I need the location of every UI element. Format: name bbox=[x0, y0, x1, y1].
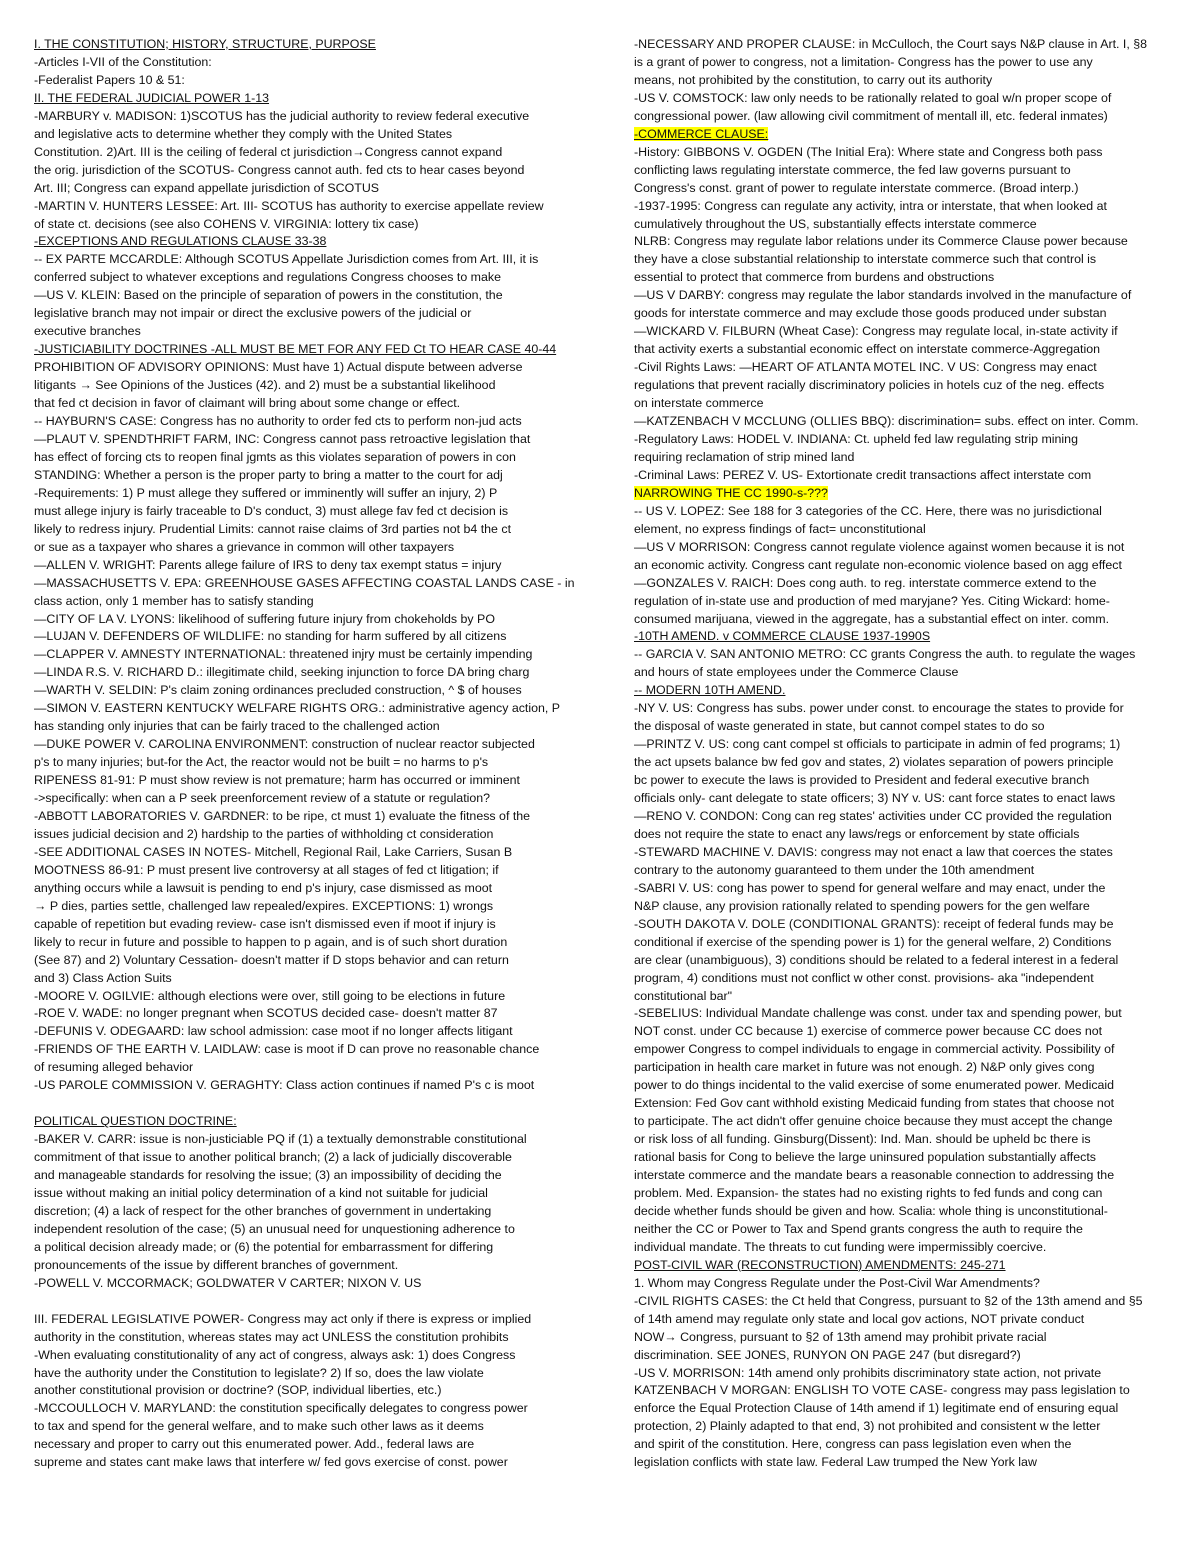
text-line: commitment of that issue to another political branch; (2) a lack of judicially discoverable bbox=[34, 1150, 512, 1165]
text-line: anything occurs while a lawsuit is pending to end p's injury, case dismissed as moot bbox=[34, 880, 493, 895]
text-line: cumulatively throughout the US, substantially effects interstate commerce bbox=[634, 216, 1037, 231]
text-line: participation in health care market in future was not enough. 2) N&P only gives cong bbox=[634, 1060, 1095, 1075]
text-line: does not require the state to enact any laws/regs or enforcement by state officials bbox=[634, 826, 1080, 841]
text-line: that activity exerts a substantial economic effect on interstate commerce-Aggregation bbox=[634, 342, 1101, 357]
text-line: PROHIBITION OF ADVISORY OPINIONS: Must have 1) Actual dispute between adverse bbox=[34, 360, 523, 375]
text-line: p's to many injuries; but-for the Act, the reactor would not be built = no harms to p's bbox=[34, 755, 489, 770]
text-line: protection, 2) Plainly adapted to that end, 3) not prohibited and consistent w the letter bbox=[634, 1419, 1101, 1434]
text-line: -JUSTICIABILITY DOCTRINES -ALL MUST BE MET FOR ANY FED Ct TO HEAR CASE 40-44 bbox=[34, 342, 557, 357]
text-line: legislation conflicts with state law. Federal Law trumped the New York law bbox=[634, 1455, 1037, 1470]
text-line: supreme and states cant make laws that interfere w/ fed govs exercise of const. power bbox=[34, 1455, 508, 1470]
text-line: —CLAPPER V. AMNESTY INTERNATIONAL: threatened injry must be certainly impending bbox=[34, 647, 533, 662]
text-line: I. THE CONSTITUTION; HISTORY, STRUCTURE, PURPOSE bbox=[34, 37, 376, 51]
text-line: bc power to execute the laws is provided to President and federal executive branch bbox=[634, 773, 1090, 788]
text-line: —WICKARD V. FILBURN (Wheat Case): Congress may regulate local, in-state activity if bbox=[634, 324, 1118, 339]
right-column bbox=[634, 36, 1166, 1472]
text-line: II. THE FEDERAL JUDICIAL POWER 1-13 bbox=[34, 90, 270, 105]
text-line: —PRINTZ V. US: cong cant compel st officials to participate in admin of fed programs; 1) bbox=[634, 737, 1121, 752]
text-line: -Civil Rights Laws: —HEART OF ATLANTA MOTEL INC. V US: Congress may enact bbox=[634, 360, 1097, 375]
text-line: is a grant of power to congress, not a limitation- Congress has the power to use any bbox=[634, 54, 1093, 69]
text-line: interstate commerce and the mandate bears a reasonable connection to addressing the bbox=[634, 1168, 1115, 1183]
text-line: Constitution. 2)Art. III is the ceiling of federal ct jurisdiction→Congress cannot expand bbox=[34, 144, 503, 159]
text-line: NARROWING THE CC 1990-s-??? bbox=[634, 485, 828, 500]
text-line: -Requirements: 1) P must allege they suffered or imminently will suffer an injury, 2) P bbox=[34, 485, 498, 500]
text-line: are clear (unambiguous), 3) conditions should be related to a federal interest in a federal bbox=[634, 952, 1119, 967]
text-line: ->specifically: when can a P seek preenforcement review of a statute or regulation? bbox=[34, 791, 491, 806]
text-line bbox=[34, 1293, 574, 1311]
text-line: Congress's const. grant of power to regulate interstate commerce. (Broad interp.) bbox=[634, 180, 1079, 195]
text-line: —SIMON V. EASTERN KENTUCKY WELFARE RIGHTS ORG.: administrative agency action, P bbox=[34, 701, 561, 716]
text-line: NOW→ Congress, pursuant to §2 of 13th amend may prohibit private racial bbox=[634, 1329, 1047, 1344]
text-line: -EXCEPTIONS AND REGULATIONS CLAUSE 33-38 bbox=[34, 234, 327, 249]
text-line: and hours of state employees under the Commerce Clause bbox=[634, 665, 959, 680]
text-line: essential to protect that commerce from burdens and obstructions bbox=[634, 270, 995, 285]
text-line: consumed marijuana, viewed in the aggregate, has a substantial effect on inter. comm. bbox=[634, 611, 1110, 626]
text-line: regulation of in-state use and production of med maryjane? Yes. Citing Wickard: home- bbox=[634, 593, 1110, 608]
text-line: have the authority under the Constitution to legislate? 2) If so, does the law violate bbox=[34, 1365, 484, 1380]
text-line: -When evaluating constitutionality of any act of congress, always ask: 1) does Congress bbox=[34, 1347, 516, 1362]
text-line: Extension: Fed Gov cant withhold existing Medicaid funding from states that choose not bbox=[634, 1096, 1115, 1111]
text-line: -1937-1995: Congress can regulate any activity, intra or interstate, that when looked at bbox=[634, 198, 1107, 213]
text-line: of state ct. decisions (see also COHENS V. VIRGINIA: lottery tix case) bbox=[34, 216, 419, 231]
text-line: -FRIENDS OF THE EARTH V. LAIDLAW: case is moot if D can prove no reasonable chance bbox=[34, 1042, 540, 1057]
text-line: —CITY OF LA V. LYONS: likelihood of suffering future injury from chokeholds by PO bbox=[34, 611, 495, 626]
text-line: MOOTNESS 86-91: P must present live controversy at all stages of fed ct litigation; if bbox=[34, 862, 499, 877]
text-line: to tax and spend for the general welfare, and to make such other laws as it deems bbox=[34, 1419, 484, 1434]
text-line: constitutional bar" bbox=[634, 988, 733, 1003]
text-line: likely to recur in future and possible to happen to p again, and is of such short duration bbox=[34, 934, 508, 949]
text-line: of 14th amend may regulate only state and local gov actions, NOT private conduct bbox=[634, 1311, 1085, 1326]
text-line bbox=[34, 1095, 574, 1113]
text-line: issue without making an initial policy determination of a kind not suitable for judicial bbox=[34, 1185, 488, 1200]
text-line: empower Congress to compel individuals to engage in commercial activity. Possibility of bbox=[634, 1042, 1115, 1057]
text-line: contrary to the autonomy guaranteed to them under the 10th amendment bbox=[634, 862, 1035, 877]
text-line: -NY V. US: Congress has subs. power under const. to encourage the states to provide for bbox=[634, 701, 1124, 716]
text-line: individual mandate. The threats to cut funding were impermissibly coercive. bbox=[634, 1239, 1047, 1254]
text-line: requiring reclamation of strip mined land bbox=[634, 449, 855, 464]
text-line: -ROE V. WADE: no longer pregnant when SCOTUS decided case- doesn't matter 87 bbox=[34, 1006, 498, 1021]
text-line: -US V. MORRISON: 14th amend only prohibits discriminatory state action, not private bbox=[634, 1365, 1102, 1380]
text-line: -Criminal Laws: PEREZ V. US- Extortionate credit transactions affect interstate com bbox=[634, 467, 1092, 482]
text-line: -MARBURY v. MADISON: 1)SCOTUS has the judicial authority to review federal executive bbox=[34, 108, 530, 123]
text-line: -US V. COMSTOCK: law only needs to be rationally related to goal w/n proper scope of bbox=[634, 90, 1112, 105]
text-line: -SEBELIUS: Individual Mandate challenge was const. under tax and spending power, but bbox=[634, 1006, 1122, 1021]
text-line: RIPENESS 81-91: P must show review is not premature; harm has occurred or imminent bbox=[34, 773, 520, 788]
text-line: element, no express findings of fact= unconstitutional bbox=[634, 521, 926, 536]
text-line: enforce the Equal Protection Clause of 14th amend if 1) legitimate end of ensuring equal bbox=[634, 1401, 1119, 1416]
text-line: (See 87) and 2) Voluntary Cessation- doesn't matter if D stops behavior and can return bbox=[34, 952, 509, 967]
text-line: —US V DARBY: congress may regulate the labor standards involved in the manufacture of bbox=[634, 288, 1132, 303]
text-line: -History: GIBBONS V. OGDEN (The Initial Era): Where state and Congress both pass bbox=[634, 144, 1103, 159]
text-line: III. FEDERAL LEGISLATIVE POWER- Congress may act only if there is express or implied bbox=[34, 1311, 532, 1326]
text-line: litigants → See Opinions of the Justices (42). and 2) must be a substantial likelihood bbox=[34, 378, 496, 393]
text-line: discretion; (4) a lack of respect for the other branches of government in undertaking bbox=[34, 1203, 492, 1218]
text-line: has effect of forcing cts to reopen final jgmts as this violates separation of powers in con bbox=[34, 449, 516, 464]
text-line: -DEFUNIS V. ODEGAARD: law school admission: case moot if no longer affects litigant bbox=[34, 1024, 513, 1039]
text-line: —GONZALES V. RAICH: Does cong auth. to reg. interstate commerce extend to the bbox=[634, 575, 1097, 590]
text-line: or risk loss of all funding. Ginsburg(Dissent): Ind. Man. should be upheld bc there is bbox=[634, 1132, 1091, 1147]
text-line: an economic activity. Congress cant regulate non-economic violence based on agg effect bbox=[634, 557, 1122, 572]
text-line: or sue as a taxpayer who shares a grievance in common will other taxpayers bbox=[34, 539, 455, 554]
text-line: STANDING: Whether a person is the proper party to bring a matter to the court for adj bbox=[34, 467, 503, 482]
text-line: and spirit of the constitution. Here, congress can pass legislation even when the bbox=[634, 1437, 1072, 1452]
text-line: regulations that prevent racially discriminatory policies in hotels cuz of the neg. effects bbox=[634, 378, 1105, 393]
text-line: and legislative acts to determine whether they comply with the United States bbox=[34, 126, 453, 141]
text-line: -BAKER V. CARR: issue is non-justiciable PQ if (1) a textually demonstrable constitutional bbox=[34, 1132, 527, 1147]
text-line: legislative branch may not impair or direct the exclusive powers of the judicial or bbox=[34, 306, 472, 321]
text-line: decide whether funds should be given and how. Scalia: whole thing is unconstitutional- bbox=[634, 1203, 1108, 1218]
text-line: goods for interstate commerce and may exclude those goods produced under substan bbox=[634, 306, 1107, 321]
text-line: -ABBOTT LABORATORIES V. GARDNER: to be ripe, ct must 1) evaluate the fitness of the bbox=[34, 808, 531, 823]
text-line: -POWELL V. MCCORMACK; GOLDWATER V CARTER; NIXON V. US bbox=[34, 1275, 422, 1290]
text-line: —US V. KLEIN: Based on the principle of separation of powers in the constitution, the bbox=[34, 288, 503, 303]
text-line: -SEE ADDITIONAL CASES IN NOTES- Mitchell, Regional Rail, Lake Carriers, Susan B bbox=[34, 844, 513, 859]
text-line: officials only- cant delegate to state officers; 3) NY v. US: cant force states to enact laws bbox=[634, 791, 1116, 806]
text-line: —US V MORRISON: Congress cannot regulate violence against women because it is not bbox=[634, 539, 1125, 554]
text-line: -- MODERN 10TH AMEND. bbox=[634, 683, 786, 698]
text-line: independent resolution of the case; (5) an unusual need for unquestioning adherence to bbox=[34, 1221, 515, 1236]
text-line: -US PAROLE COMMISSION V. GERAGHTY: Class action continues if named P's c is moot bbox=[34, 1078, 535, 1093]
text-line: authority in the constitution, whereas states may act UNLESS the constitution prohibits bbox=[34, 1329, 509, 1344]
text-line: -- GARCIA V. SAN ANTONIO METRO: CC grants Congress the auth. to regulate the wages bbox=[634, 647, 1136, 662]
text-line: problem. Med. Expansion- the states had no existing rights to fed funds and cong can bbox=[634, 1186, 1103, 1200]
text-line: rational basis for Cong to believe the large uninsured population substantially affects bbox=[634, 1150, 1096, 1165]
text-line: has standing only injuries that can be fairly traced to the challenged action bbox=[34, 719, 440, 734]
text-line: —ALLEN V. WRIGHT: Parents allege failure of IRS to deny tax exempt status = injury bbox=[34, 557, 502, 572]
text-line: likely to redress injury. Prudential Limits: cannot raise claims of 3rd parties not b4 the ct bbox=[34, 521, 512, 536]
text-line: 1. Whom may Congress Regulate under the Post-Civil War Amendments? bbox=[634, 1275, 1040, 1290]
text-line: -Federalist Papers 10 & 51: bbox=[34, 72, 185, 87]
text-line: another constitutional provision or doctrine? (SOP, individual liberties, etc.) bbox=[34, 1383, 442, 1398]
text-line: -NECESSARY AND PROPER CLAUSE: in McCulloch, the Court says N&P clause in Art. I, §8 bbox=[634, 37, 1148, 51]
text-line: -CIVIL RIGHTS CASES: the Ct held that Congress, pursuant to §2 of the 13th amend and §5 bbox=[634, 1293, 1143, 1308]
text-line: → P dies, parties settle, challenged law repealed/expires. EXCEPTIONS: 1) wrongs bbox=[34, 898, 494, 913]
text-line: discrimination. SEE JONES, RUNYON ON PAGE 247 (but disregard?) bbox=[634, 1347, 1021, 1362]
text-line: of resuming alleged behavior bbox=[34, 1060, 194, 1075]
text-line: -MCCOULLOCH V. MARYLAND: the constitution specifically delegates to congress power bbox=[34, 1401, 528, 1416]
text-line: that fed ct decision in favor of claimant will bring about some change or effect. bbox=[34, 396, 461, 411]
text-line: -- US V. LOPEZ: See 188 for 3 categories of the CC. Here, there was no jurisdictional bbox=[634, 503, 1102, 518]
text-line: NLRB: Congress may regulate labor relations under its Commerce Clause power because bbox=[634, 234, 1128, 249]
text-line: —LINDA R.S. V. RICHARD D.: illegitimate child, seeking injunction to force DA bring charg bbox=[34, 665, 530, 680]
text-line: the orig. jurisdiction of the SCOTUS- Congress cannot auth. fed cts to hear cases beyond bbox=[34, 162, 525, 177]
text-line: —LUJAN V. DEFENDERS OF WILDLIFE: no standing for harm suffered by all citizens bbox=[34, 629, 507, 644]
text-line: -SABRI V. US: cong has power to spend for general welfare and may enact, under the bbox=[634, 880, 1106, 895]
text-line: POLITICAL QUESTION DOCTRINE: bbox=[34, 1114, 237, 1129]
text-line: they have a close substantial relationship to interstate commerce such that control is bbox=[634, 252, 1097, 267]
text-line: and 3) Class Action Suits bbox=[34, 970, 172, 985]
text-line: -- HAYBURN'S CASE: Congress has no authority to order fed cts to perform non-jud acts bbox=[34, 414, 522, 429]
text-line: a political decision already made; or (6) the potential for embarrassment for differing bbox=[34, 1239, 494, 1254]
text-line: -SOUTH DAKOTA V. DOLE (CONDITIONAL GRANTS): receipt of federal funds may be bbox=[634, 916, 1114, 931]
text-line: pronouncements of the issue by different branches of government. bbox=[34, 1257, 399, 1272]
text-line: program, 4) conditions must not conflict w other const. provisions- aka "independent bbox=[634, 970, 1094, 985]
text-line: -Articles I-VII of the Constitution: bbox=[34, 54, 212, 69]
text-line: NOT const. under CC because 1) exercise of commerce power because CC does not bbox=[634, 1024, 1103, 1039]
text-line: and manageable standards for resolving the issue; (3) an impossibility of deciding the bbox=[34, 1168, 502, 1183]
text-line: neither the CC or Power to Tax and Spend grants congress the auth to require the bbox=[634, 1221, 1083, 1236]
text-line: conditional if exercise of the spending power is 1) for the general welfare, 2) Conditions bbox=[634, 934, 1112, 949]
text-line: on interstate commerce bbox=[634, 396, 764, 411]
text-line: the act upsets balance bw fed gov and states, 2) violates separation of powers principle bbox=[634, 755, 1114, 770]
text-line: —RENO V. CONDON: Cong can reg states' activities under CC provided the regulation bbox=[634, 808, 1112, 823]
text-line: POST-CIVIL WAR (RECONSTRUCTION) AMENDMENTS: 245-271 bbox=[634, 1257, 1006, 1272]
text-line: -MOORE V. OGILVIE: although elections were over, still going to be elections in future bbox=[34, 988, 506, 1003]
text-line: Art. III; Congress can expand appellate jurisdiction of SCOTUS bbox=[34, 180, 380, 195]
text-line: -Regulatory Laws: HODEL V. INDIANA: Ct. upheld fed law regulating strip mining bbox=[634, 431, 1078, 446]
text-line: conferred subject to whatever exceptions and regulations Congress chooses to make bbox=[34, 270, 501, 285]
text-line: -COMMERCE CLAUSE: bbox=[634, 126, 769, 141]
text-line: issues judicial decision and 2) hardship to the parties of withholding ct consideration bbox=[34, 826, 494, 841]
text-line: -STEWARD MACHINE V. DAVIS: congress may not enact a law that coerces the states bbox=[634, 844, 1113, 859]
text-line: —MASSACHUSETTS V. EPA: GREENHOUSE GASES AFFECTING COASTAL LANDS CASE - in bbox=[34, 575, 574, 590]
text-line: the disposal of waste generated in state, but cannot compel states to do so bbox=[634, 719, 1045, 734]
text-line: -MARTIN V. HUNTERS LESSEE: Art. III- SCOTUS has authority to exercise appellate review bbox=[34, 198, 544, 213]
text-line: power to do things incidental to the valid exercise of some enumerated power. Medicaid bbox=[634, 1078, 1115, 1093]
text-line: conflicting laws regulating interstate commerce, the fed law governs pursuant to bbox=[634, 162, 1071, 177]
text-line: —DUKE POWER V. CAROLINA ENVIRONMENT: construction of nuclear reactor subjected bbox=[34, 737, 535, 752]
text-line: class action, only 1 member has to satisfy standing bbox=[34, 593, 314, 608]
text-line: N&P clause, any provision rationally related to spending powers for the gen welfare bbox=[634, 898, 1090, 913]
text-line: must allege injury is fairly traceable to D's conduct, 3) must allege fav fed ct decision is bbox=[34, 503, 509, 518]
text-line: —PLAUT V. SPENDTHRIFT FARM, INC: Congress cannot pass retroactive legislation that bbox=[34, 431, 531, 446]
text-line: -10TH AMEND. v COMMERCE CLAUSE 1937-1990S bbox=[634, 629, 931, 644]
text-line: means, not prohibited by the constitution, to carry out its authority bbox=[634, 72, 993, 87]
text-line: necessary and proper to carry out this enumerated power. Add., federal laws are bbox=[34, 1437, 475, 1452]
text-line: congressional power. (law allowing civil commitment of mentall ill, etc. federal inmates) bbox=[634, 108, 1108, 123]
left-column bbox=[34, 36, 574, 1472]
text-line: —KATZENBACH V MCCLUNG (OLLIES BBQ): discrimination= subs. effect on inter. Comm. bbox=[634, 414, 1139, 429]
text-line: to participate. The act didn't offer genuine choice because they must accept the change bbox=[634, 1114, 1113, 1129]
text-line: capable of repetition but evading review- case isn't dismissed even if moot if injury is bbox=[34, 916, 496, 931]
text-line: KATZENBACH V MORGAN: ENGLISH TO VOTE CASE- congress may pass legislation to bbox=[634, 1383, 1130, 1398]
text-line: executive branches bbox=[34, 324, 141, 339]
text-line: —WARTH V. SELDIN: P's claim zoning ordinances precluded construction, ^ $ of houses bbox=[34, 683, 522, 698]
text-line: -- EX PARTE MCCARDLE: Although SCOTUS Appellate Jurisdiction comes from Art. III, it is bbox=[34, 252, 539, 267]
